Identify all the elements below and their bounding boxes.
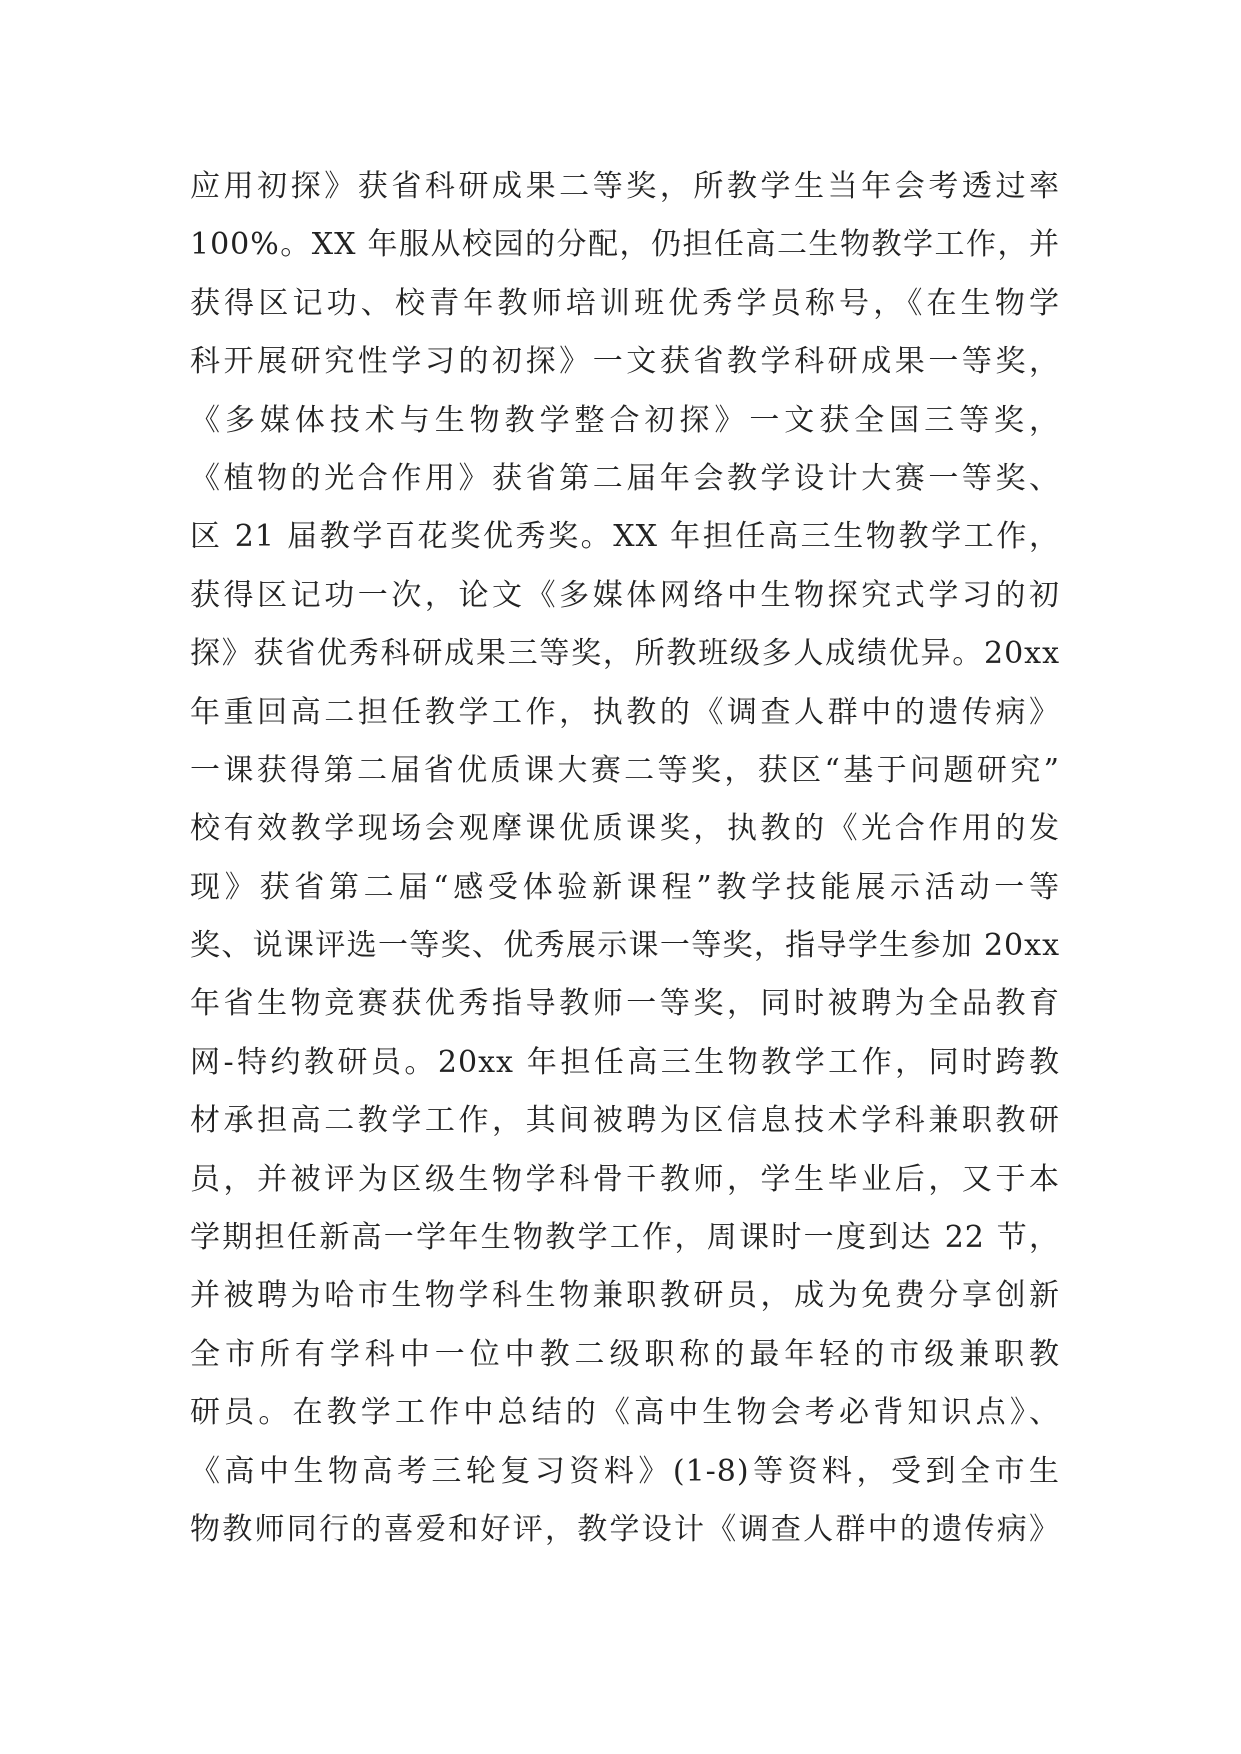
text-line: 一课获得第二届省优质课大赛二等奖，获区“基于问题研究” — [190, 752, 1060, 788]
text-line: 应用初探》获省科研成果二等奖，所教学生当年会考透过率 — [190, 169, 1060, 204]
text-line: 科开展研究性学习的初探》一文获省教学科研成果一等奖， — [190, 344, 1060, 380]
text-line: 《高中生物高考三轮复习资料》(1-8)等资料，受到全市生 — [190, 1453, 1060, 1489]
text-line: 获得区记功、校青年教师培训班优秀学员称号，《在生物学 — [190, 285, 1060, 321]
text-line: 物教师同行的喜爱和好评，教学设计《调查人群中的遗传病》 — [190, 1511, 1060, 1547]
text-line: 探》获省优秀科研成果三等奖，所教班级多人成绩优异。20xx — [190, 636, 1060, 672]
text-line: 区 21 届教学百花奖优秀奖。XX 年担任高三生物教学工作， — [190, 519, 1060, 555]
body-text — [190, 158, 1060, 1559]
text-line: 《植物的光合作用》获省第二届年会教学设计大赛一等奖、 — [190, 460, 1060, 496]
text-line: 100%。XX 年服从校园的分配，仍担任高二生物教学工作，并 — [190, 227, 1060, 263]
text-line: 年省生物竞赛获优秀指导教师一等奖，同时被聘为全品教育 — [190, 986, 1060, 1022]
text-line: 并被聘为哈市生物学科生物兼职教研员，成为免费分享创新 — [190, 1278, 1060, 1314]
text-line: 《多媒体技术与生物教学整合初探》一文获全国三等奖， — [190, 402, 1060, 438]
text-line: 研员。在教学工作中总结的《高中生物会考必背知识点》、 — [190, 1395, 1060, 1431]
text-line: 员，并被评为区级生物学科骨干教师，学生毕业后，又于本 — [190, 1161, 1060, 1197]
text-line: 网-特约教研员。20xx 年担任高三生物教学工作，同时跨教 — [190, 1044, 1060, 1080]
text-line: 奖、说课评选一等奖、优秀展示课一等奖，指导学生参加 20xx — [190, 928, 1060, 964]
text-line: 校有效教学现场会观摩课优质课奖，执教的《光合作用的发 — [190, 811, 1060, 847]
text-line: 材承担高二教学工作，其间被聘为区信息技术学科兼职教研 — [190, 1103, 1060, 1139]
text-line: 获得区记功一次，论文《多媒体网络中生物探究式学习的初 — [190, 577, 1060, 613]
text-line: 年重回高二担任教学工作，执教的《调查人群中的遗传病》 — [190, 694, 1060, 730]
text-line: 学期担任新高一学年生物教学工作，周课时一度到达 22 节， — [190, 1220, 1060, 1256]
text-line: 现》获省第二届“感受体验新课程”教学技能展示活动一等 — [190, 869, 1060, 905]
text-line: 全市所有学科中一位中教二级职称的最年轻的市级兼职教 — [190, 1336, 1060, 1372]
